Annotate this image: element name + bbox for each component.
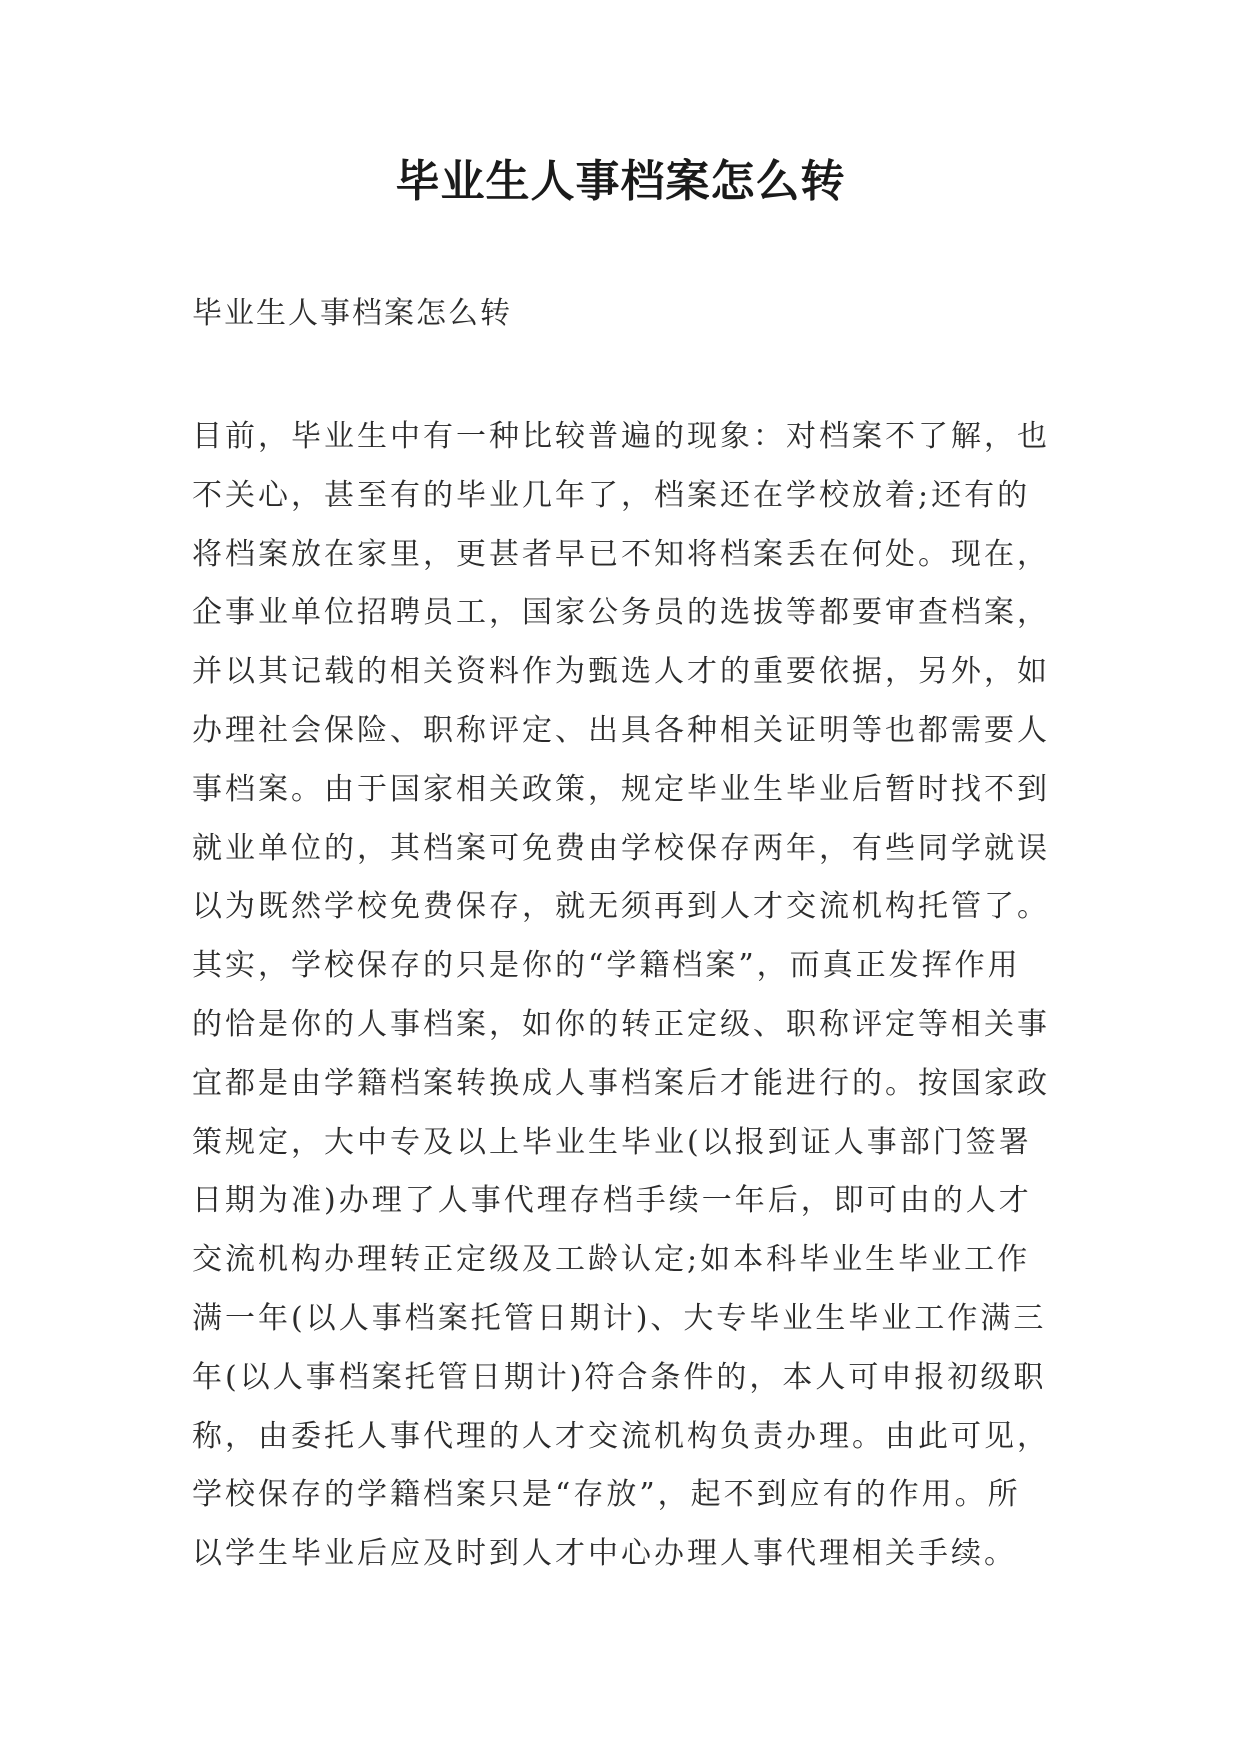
paragraph-line: 就业单位的，其档案可免费由学校保存两年，有些同学就误: [192, 830, 1050, 866]
document-title: 毕业生人事档案怎么转: [395, 156, 846, 207]
paragraph-line: 目前，毕业生中有一种比较普遍的现象：对档案不了解，也: [192, 419, 1050, 454]
paragraph-line: 以为既然学校免费保存，就无须再到人才交流机构托管了。: [192, 889, 1050, 925]
document-subtitle: 毕业生人事档案怎么转: [192, 296, 512, 331]
paragraph-line: 交流机构办理转正定级及工龄认定;如本科毕业生毕业工作: [192, 1242, 1031, 1278]
paragraph-line: 其实，学校保存的只是你的“学籍档案”，而真正发挥作用: [192, 948, 1021, 984]
paragraph-line: 年(以人事档案托管日期计)符合条件的，本人可申报初级职: [192, 1359, 1047, 1395]
paragraph-line: 并以其记载的相关资料作为甄选人才的重要依据，另外，如: [192, 654, 1050, 690]
paragraph-line: 将档案放在家里，更甚者早已不知将档案丢在何处。现在，: [192, 536, 1050, 572]
paragraph-line: 企事业单位招聘员工，国家公务员的选拔等都要审查档案，: [192, 595, 1050, 631]
paragraph-line: 策规定，大中专及以上毕业生毕业(以报到证人事部门签署: [192, 1124, 1032, 1160]
paragraph-line: 办理社会保险、职称评定、出具各种相关证明等也都需要人: [192, 712, 1050, 748]
paragraph-line: 宜都是由学籍档案转换成人事档案后才能进行的。按国家政: [192, 1065, 1050, 1101]
paragraph-line: 满一年(以人事档案托管日期计)、大专毕业生毕业工作满三: [192, 1300, 1047, 1336]
body-paragraph: [192, 408, 1062, 1584]
paragraph-line: 称，由委托人事代理的人才交流机构负责办理。由此可见，: [192, 1418, 1050, 1454]
paragraph-line: 的恰是你的人事档案，如你的转正定级、职称评定等相关事: [192, 1006, 1050, 1042]
paragraph-line: 日期为准)办理了人事代理存档手续一年后，即可由的人才: [192, 1183, 1032, 1219]
paragraph-line: 学校保存的学籍档案只是“存放”，起不到应有的作用。所: [192, 1477, 1021, 1513]
paragraph-line: 不关心，甚至有的毕业几年了，档案还在学校放着;还有的: [192, 477, 1031, 513]
paragraph-line: 以学生毕业后应及时到人才中心办理人事代理相关手续。: [192, 1536, 1017, 1572]
paragraph-line: 事档案。由于国家相关政策，规定毕业生毕业后暂时找不到: [192, 771, 1050, 807]
